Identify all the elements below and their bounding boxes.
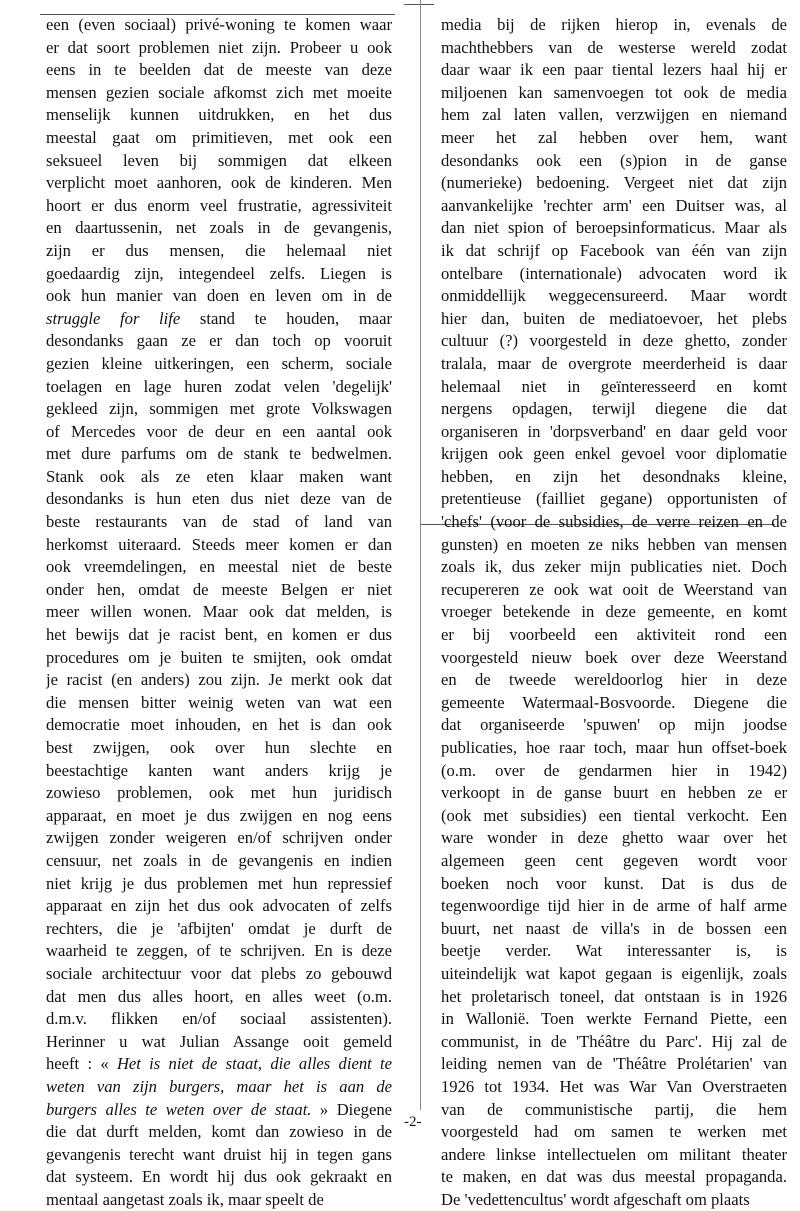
text-line: burgers alles te weten over de staat. » Diegene <box>46 1099 392 1119</box>
text-line: seksueel leven bij sommigen dat elkeen <box>46 150 392 170</box>
text-line: aanvankelijke 'rechter arm' een Duitser was, al <box>441 195 787 215</box>
text-line: vroeger betekende in deze gemeente, en komt <box>441 602 787 622</box>
text-line: ware wonder in deze ghetto waar over het <box>441 828 787 848</box>
text-line: ontelbare (internationale) advocaten word ik <box>441 263 787 283</box>
text-line: boeken noch voor kunst. Dat is dus de <box>441 873 787 893</box>
text-line: pretentieuse (failliet gegane) opportunisten of <box>441 489 787 509</box>
text-line: media bij de rijken hierop in, evenals de <box>441 15 787 34</box>
text-line: niet krijg je dus problemen met hun repressief <box>46 873 392 893</box>
text-line: meer het zal hebben over hem, want <box>441 127 787 147</box>
text-line: sociale architectuur voor dat plebs zo gebouwd <box>46 963 392 983</box>
text-line: er bij voorbeeld een aktiviteit rond een <box>441 625 787 645</box>
text-line: ook vreemdelingen, en meestal niet de beste <box>46 557 392 577</box>
text-line: uiteindelijk wat kapot gegaan is eigenlijk, zoals <box>441 963 787 983</box>
text-line: machthebbers van de westerse wereld zodat <box>441 37 787 57</box>
left-text-column <box>46 14 392 1211</box>
text-line: en de tweede wereldoorlog hier in deze <box>441 670 787 690</box>
text-line: Stank ook als ze eten klaar maken want <box>46 466 392 486</box>
text-line: met dure parfums om de stank te bedwelmen. <box>46 444 392 464</box>
text-line: dat organiseerde 'spuwen' op mijn joodse <box>441 715 787 735</box>
text-line: daar waar ik een paar tiental lezers haal hij er <box>441 60 787 80</box>
text-line: gezien kleine uitkeringen, een scherm, sociale <box>46 353 392 373</box>
text-line: ik dat schrijf op Facebook van één van zijn <box>441 240 787 260</box>
text-line: desondanks gaan ze er dan toch op vooruit <box>46 331 392 351</box>
text-line: algemeen geen cent gegeven wordt voor <box>441 850 787 870</box>
text-line: struggle for life stand te houden, maar <box>46 308 392 328</box>
text-line: menselijk kunnen uitdrukken, en het dus <box>46 105 392 125</box>
text-line: best zwijgen, ook over hun slechte en <box>46 738 392 757</box>
text-line: miljoenen kan samenvoegen tot ook de media <box>441 82 787 102</box>
text-line: hoort er dus enorm veel frustratie, agressiviteit <box>46 195 392 215</box>
text-line: gemeente Watermaal-Bosvoorde. Diegene die <box>441 692 787 712</box>
text-line: apparaat en zijn het dus ook advocaten of zelfs <box>46 896 392 916</box>
text-line: het bewijs dat je racist bent, en komen er dus <box>46 625 392 645</box>
text-line: nergens opdagen, terwijl diegene die dat <box>441 399 787 419</box>
text-line: communist, in de 'Théâtre du Parc'. Hij zal de <box>441 1031 787 1051</box>
text-line: of Mercedes voor de deur en een aantal ook <box>46 421 392 441</box>
text-line: je racist (en anders) zou zijn. Je merkt ook dat <box>46 670 392 690</box>
text-line: in Wallonië. Toen werkte Fernand Piette, een <box>441 1009 787 1029</box>
text-line: voorgesteld had om samen te werken met <box>441 1122 787 1142</box>
text-line: democratie moet inhouden, en het is dan ook <box>46 715 392 735</box>
text-line: 'chefs' (voor de subsidies, de verre reizen en de <box>441 512 787 532</box>
page-number: -2- <box>404 1114 422 1130</box>
text-line: zoals ik, dus zeker mijn publicaties niet. Doch <box>441 557 787 577</box>
text-line: beetje verder. Wat interessanter is, is <box>441 941 787 961</box>
text-line: gevangenis terecht want druist hij in tegen gans <box>46 1144 392 1164</box>
right-text-column <box>441 14 787 1211</box>
text-line: desondanks ook een (s)pion in de ganse <box>441 150 787 170</box>
text-line: procedures om je buiten te smijten, ook omdat <box>46 647 392 667</box>
text-line: krijgen ook geen enkel gevoel voor diplomatie <box>441 444 787 464</box>
text-line: Herinner u wat Julian Assange ooit gemeld <box>46 1031 392 1051</box>
text-line: voorgesteld nieuw boek over deze Weerstand <box>441 647 787 667</box>
text-line: dat men dus alles hoort, en alles weet (o.m. <box>46 986 392 1006</box>
text-line: goedaardig zijn, integendeel zelfs. Liegen is <box>46 263 392 283</box>
text-line: zwijgen zonder weigeren en/of schrijven onder <box>46 828 392 848</box>
text-line: hebben, en zijn het desondnaks kleine, <box>441 466 787 486</box>
text-line: helemaal niet in geïnteresseerd en komt <box>441 376 787 396</box>
text-line: en daartussenin, net zoals in de gevangenis, <box>46 218 392 238</box>
text-line: te maken, en dat was dus meestal propaganda. <box>441 1167 787 1187</box>
text-line: heeft : « Het is niet de staat, die alles dient te <box>46 1054 392 1074</box>
text-line: apparaat, en moet je dus zwijgen en nog eens <box>46 805 392 825</box>
text-line: hier dan, buiten de mediatoevoer, het plebs <box>441 308 787 328</box>
text-line: verplicht moet aanhoren, ook de kinderen. Men <box>46 173 392 193</box>
text-line: er dat soort problemen niet zijn. Probeer u ook <box>46 37 392 57</box>
text-line: meer willen wonen. Maar ook dat melden, is <box>46 602 392 622</box>
text-line: waarheid te zeggen, of te schrijven. En is deze <box>46 941 392 961</box>
text-line: andere linkse intellectuelen om militant theater <box>441 1144 787 1164</box>
text-line: die mensen bitter weinig weten van wat een <box>46 692 392 712</box>
text-line: eens in te beelden dat de meeste van deze <box>46 60 392 80</box>
column-divider <box>420 0 421 1110</box>
text-line: verkoopt in de ganse buurt en hebben ze er <box>441 783 787 803</box>
text-line: toelagen en lage huren zodat velen 'degelijk' <box>46 376 392 396</box>
text-line: rechters, die je 'afbijten' omdat je durft de <box>46 918 392 938</box>
text-line: (ook met subsidies) een tiental verkocht. Een <box>441 805 787 825</box>
text-line: van de communistische partij, die hem <box>441 1099 787 1119</box>
text-line: hem zal laten vallen, verzwijgen en niemand <box>441 105 787 125</box>
text-line: organiseren in 'dorpsverband' en daar geld voor <box>441 421 787 441</box>
text-line: publicaties, hoe raar toch, maar hun offset-boek <box>441 738 787 757</box>
text-line: onmiddellijk weggecensureerd. Maar wordt <box>441 286 787 306</box>
text-line: zowieso problemen, ook met hun juridisch <box>46 783 392 803</box>
text-line: meestal gaat om primitieven, met ook een <box>46 127 392 147</box>
text-line: De 'vedettencultus' wordt afgeschaft om plaats <box>441 1189 750 1209</box>
text-line: desondanks is hun eten dus niet deze van de <box>46 489 392 509</box>
text-line: beestachtige kanten want anders krijg je <box>46 760 392 780</box>
text-line: weten van zijn burgers, maar het is aan de <box>46 1076 392 1096</box>
text-line: mensen gezien sociale afkomst zich met moeite <box>46 82 392 102</box>
text-line: dat systeem. En wordt hij dus ook gekraakt en <box>46 1167 392 1187</box>
text-line: ook hun manier van doen en leven om in de <box>46 286 392 306</box>
text-line: gekleed zijn, sommigen met grote Volkswagen <box>46 399 392 419</box>
text-line: die dat durft melden, komt dan zowieso in de <box>46 1122 392 1142</box>
text-line: recupereren ze ook wat ooit de Weerstand van <box>441 579 787 599</box>
text-line: gunsten) en moeten ze niks hebben van mensen <box>441 534 787 554</box>
text-line: leiding nemen van de 'Théâtre Prolétarien' van <box>441 1054 787 1074</box>
text-line: (o.m. over de gendarmen hier in 1942) <box>441 760 787 780</box>
top-rule-right <box>404 4 434 5</box>
text-line: tralala, maar de overgrote meerderheid is daar <box>441 353 787 373</box>
text-line: mentaal aangetast zoals ik, maar speelt de <box>46 1189 324 1209</box>
text-line: buurt, net naast de villa's in de bossen een <box>441 918 787 938</box>
text-line: onder hen, omdat de meeste Belgen er niet <box>46 579 392 599</box>
text-line: herkomst uiteraard. Steeds meer komen er dan <box>46 534 392 554</box>
text-line: 1926 tot 1934. Het was War Van Overstraeten <box>441 1076 787 1096</box>
text-line: d.m.v. flikken en/of sociaal assistenten). <box>46 1009 392 1029</box>
text-line: cultuur (?) voorgesteld in deze ghetto, zonder <box>441 331 787 351</box>
text-line: dan niet spion of beroepsinformaticus. Maar als <box>441 218 787 238</box>
text-line: een (even sociaal) privé-woning te komen waar <box>46 15 392 34</box>
text-line: censuur, net zoals in de gevangenis en indien <box>46 850 392 870</box>
text-line: (numerieke) bedoening. Vergeet niet dat zijn <box>441 173 787 193</box>
text-line: het proletarisch toneel, dat ontstaan is in 1926 <box>441 986 787 1006</box>
text-line: tegenwoordige tijd hier in de arme of half arme <box>441 896 787 916</box>
text-line: beste restaurants van de stad of land van <box>46 512 392 532</box>
text-line: zijn er dus mensen, die helemaal niet <box>46 240 392 260</box>
